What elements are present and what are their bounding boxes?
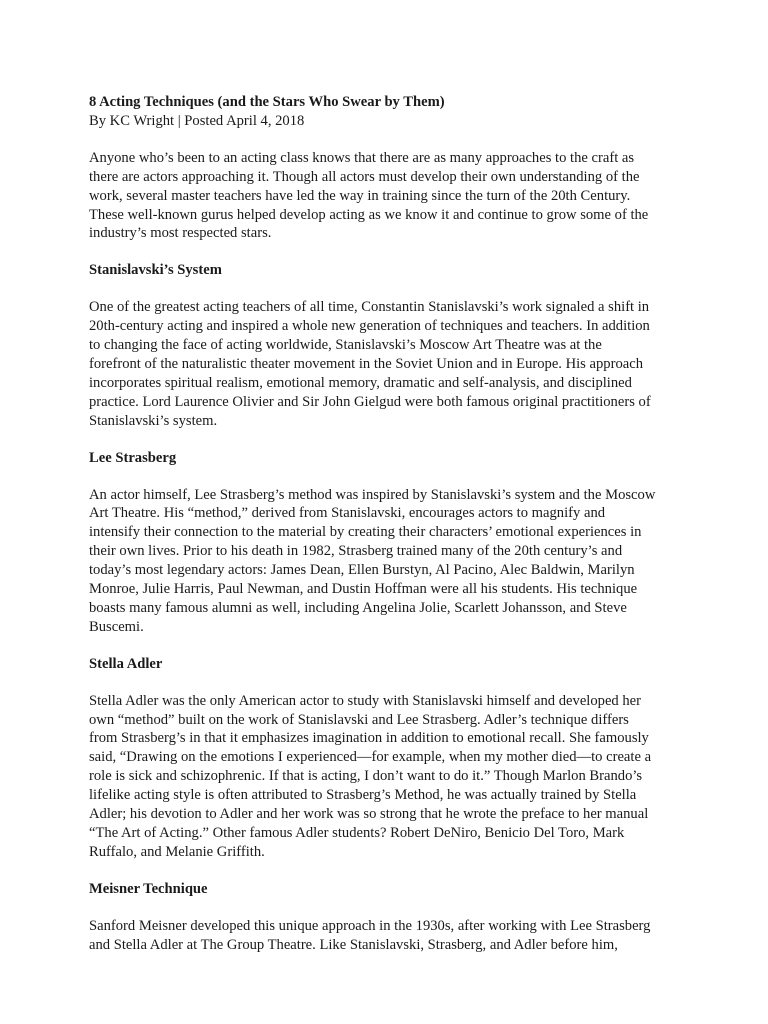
text-line: Ruffalo, and Melanie Griffith. — [89, 843, 265, 860]
text-line: Adler; his devotion to Adler and her work was so strong that he wrote the preface to her manual — [89, 806, 649, 823]
text-line: Stella Adler was the only American actor to study with Stanislavski himself and developed her — [89, 692, 642, 709]
text-line: today’s most legendary actors: James Dean, Ellen Burstyn, Al Pacino, Alec Baldwin, Marilyn — [89, 562, 635, 579]
text-line: Buscemi. — [89, 618, 144, 635]
text-line: “The Art of Acting.” Other famous Adler students? Robert DeNiro, Benicio Del Toro, Mark — [89, 825, 625, 841]
section-heading-strasberg: Lee Strasberg — [89, 449, 177, 466]
text-line: forefront of the naturalistic theater movement in the Soviet Union and in Europe. His approach — [89, 355, 643, 372]
text-line: said, “Drawing on the emotions I experienced—for example, when my mother died—to create a — [89, 749, 652, 766]
text-line: Art Theatre. His “method,” derived from Stanislavski, encourages actors to magnify and — [89, 505, 606, 522]
text-line: These well-known gurus helped develop acting as we know it and continue to grow some of the — [89, 206, 649, 223]
text-line: One of the greatest acting teachers of all time, Constantin Stanislavski’s work signaled a shift in — [89, 299, 650, 316]
text-line: intensify their connection to the material by creating their characters’ emotional experiences in — [89, 524, 642, 541]
text-line: An actor himself, Lee Strasberg’s method was inspired by Stanislavski’s system and the Moscow — [89, 486, 656, 503]
text-line: from Strasberg’s in that it emphasizes imagination in addition to emotional recall. She famously — [89, 730, 649, 747]
article-byline: By KC Wright | Posted April 4, 2018 — [89, 112, 305, 129]
text-line: their own lives. Prior to his death in 1982, Strasberg trained many of the 20th century’s and — [89, 543, 623, 560]
section-paragraph-stanislavski — [89, 298, 689, 430]
text-line: to changing the face of acting worldwide, Stanislavski’s Moscow Art Theatre was at the — [89, 337, 602, 354]
text-line: lifelike acting style is often attributed to Strasberg’s Method, he was actually trained by Stella — [89, 787, 637, 804]
text-line: 20th-century acting and inspired a whole new generation of techniques and teachers. In addition — [89, 318, 650, 335]
text-line: Monroe, Julie Harris, Paul Newman, and Dustin Hoffman were all his students. His technique — [89, 581, 638, 598]
article-body — [89, 93, 689, 973]
text-line: Sanford Meisner developed this unique approach in the 1930s, after working with Lee Strasberg — [89, 917, 651, 934]
section-heading-stanislavski: Stanislavski’s System — [89, 262, 222, 279]
section-heading-meisner: Meisner Technique — [89, 880, 208, 897]
section-paragraph-adler — [89, 692, 689, 862]
text-line: Anyone who’s been to an acting class knows that there are as many approaches to the craft as — [89, 149, 635, 166]
text-line: incorporates spiritual realism, emotional memory, dramatic and self-analysis, and disciplined — [89, 374, 632, 391]
text-line: own “method” built on the work of Stanislavski and Lee Strasberg. Adler’s technique differs — [89, 711, 629, 728]
text-line: Stanislavski’s system. — [89, 412, 218, 429]
section-heading-adler: Stella Adler — [89, 655, 163, 672]
text-line: boasts many famous alumni as well, including Angelina Jolie, Scarlett Johansson, and Steve — [89, 599, 627, 616]
text-line: work, several master teachers have led the way in training since the turn of the 20th Century. — [89, 187, 631, 204]
section-paragraph-strasberg — [89, 486, 689, 637]
text-line: role is sick and schizophrenic. If that is acting, I don’t want to do it.” Though Marlon Brando’s — [89, 768, 643, 785]
section-paragraph-meisner — [89, 917, 689, 955]
text-line: industry’s most respected stars. — [89, 225, 272, 242]
text-line: and Stella Adler at The Group Theatre. Like Stanislavski, Strasberg, and Adler before him, — [89, 936, 618, 953]
text-line: there are actors approaching it. Though all actors must develop their own understanding of the — [89, 168, 640, 185]
article-title: 8 Acting Techniques (and the Stars Who Swear by Them) — [89, 94, 445, 110]
text-line: practice. Lord Laurence Olivier and Sir John Gielgud were both famous original practitioners of — [89, 393, 651, 410]
intro-paragraph — [89, 149, 689, 244]
